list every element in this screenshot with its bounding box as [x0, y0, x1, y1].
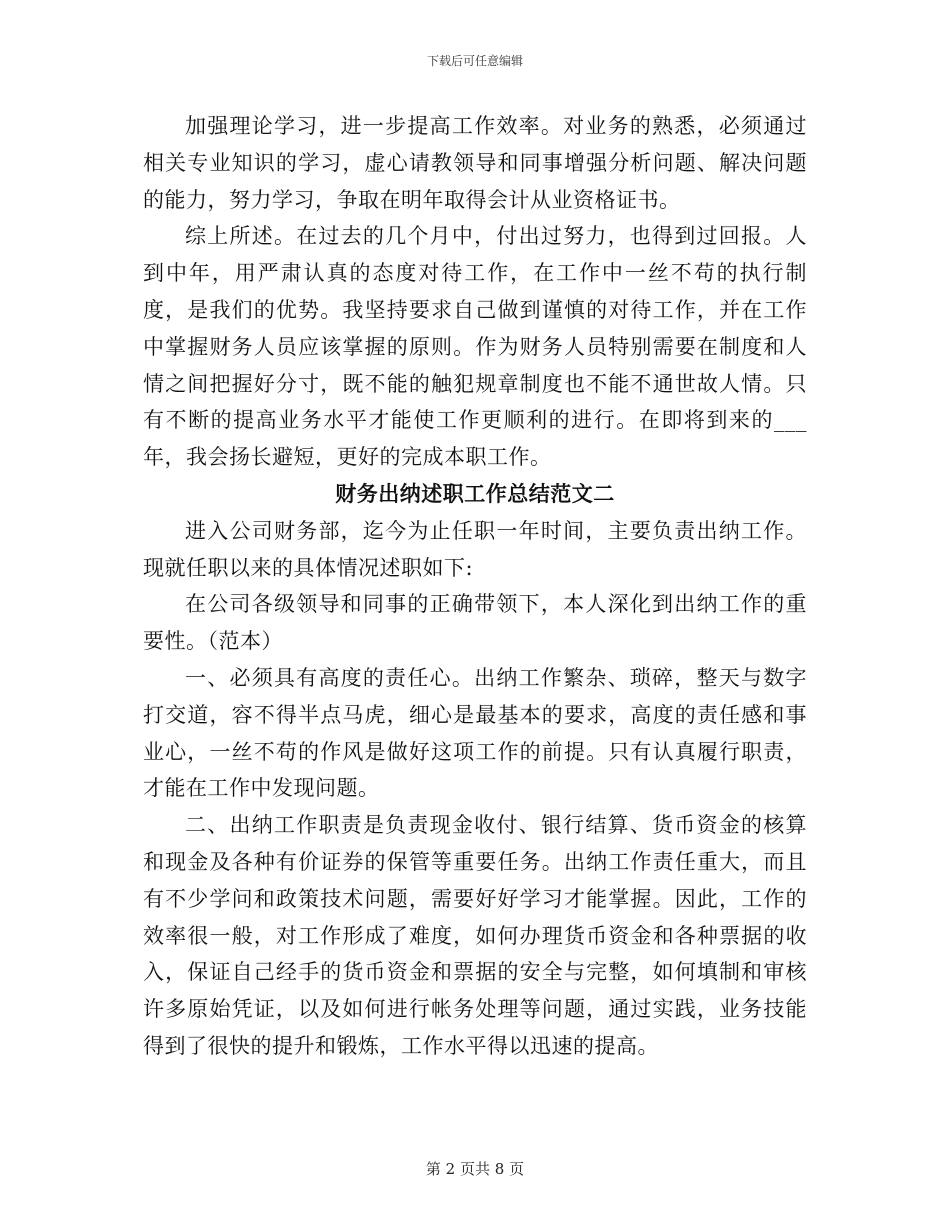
paragraph-responsibility: 一、必须具有高度的责任心。出纳工作繁杂、琐碎，整天与数字打交道，容不得半点马虎，细心是最基本的要求，高度的责任感和事业心，一丝不苟的作风是做好这项工作的前提。只有认真履行职责，才能在工作中发现问题。	[143, 665, 807, 801]
document-body	[143, 108, 807, 1065]
paragraph-study: 加强理论学习，进一步提高工作效率。对业务的熟悉，必须通过相关专业知识的学习，虚心请教领导和同事增强分析问题、解决问题的能力，努力学习，争取在明年取得会计从业资格证书。	[143, 114, 807, 212]
section-title: 财务出纳述职工作总结范文二	[335, 480, 615, 506]
paragraph-summary: 综上所述。在过去的几个月中，付出过努力，也得到过回报。人到中年，用严肃认真的态度对待工作，在工作中一丝不苟的执行制度，是我们的优势。我坚持要求自己做到谨慎的对待工作，并在工作中掌握财务人员应该掌握的原则。作为财务人员特别需要在制度和人情之间把握好分寸，既不能的触犯规章制度也不能不通世故人情。只有不断的提高业务水平才能使工作更顺利的进行。在即将到来的___年，我会扬长避短，更好的完成本职工作。	[143, 224, 807, 470]
paragraph-leadership: 在公司各级领导和同事的正确带领下，本人深化到出纳工作的重要性。（范本）	[143, 592, 807, 654]
paragraph-intro: 进入公司财务部，迄今为止任职一年时间，主要负责出纳工作。现就任职以来的具体情况述职如下:	[143, 518, 807, 580]
page-number: 第 2 页共 8 页	[425, 1160, 525, 1178]
page-header: 下载后可任意编辑	[426, 54, 523, 68]
paragraph-duties: 二、出纳工作职责是负责现金收付、银行结算、货币资金的核算和现金及各种有价证券的保管等重要任务。出纳工作责任重大，而且有不少学问和政策技术问题，需要好好学习才能掌握。因此，工作的效率很一般，对工作形成了难度，如何办理货币资金和各种票据的收入，保证自己经手的货币资金和票据的安全与完整，如何填制和审核许多原始凭证，以及如何进行帐务处理等问题，通过实践，业务技能得到了很快的提升和锻炼，工作水平得以迅速的提高。	[143, 813, 807, 1058]
